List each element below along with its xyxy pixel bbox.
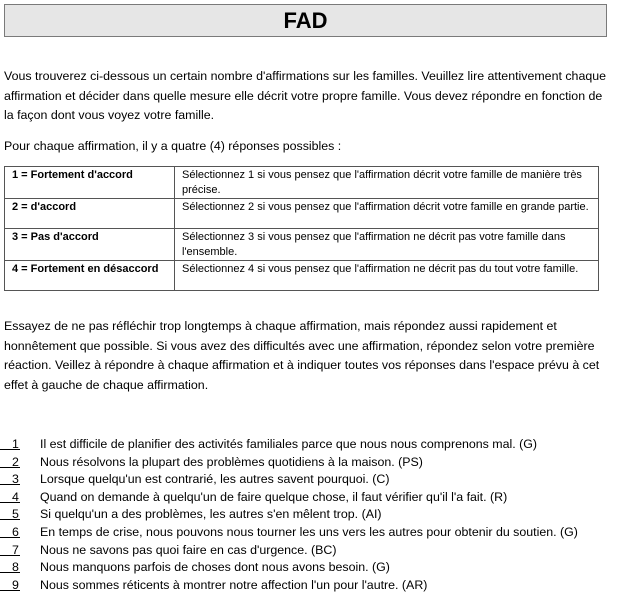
- form-title-bar: [4, 4, 607, 37]
- statement-text: Lorsque quelqu'un est contrarié, les autres savent pourquoi. (C): [40, 472, 390, 487]
- statement-item: [0, 436, 617, 454]
- statement-item: [0, 577, 617, 595]
- statement-item: [0, 471, 617, 489]
- statement-item: [0, 559, 617, 577]
- statement-number: 3: [12, 472, 19, 487]
- scale-row: [5, 261, 599, 291]
- statement-number: 2: [12, 454, 19, 469]
- scale-row: [5, 229, 599, 261]
- statement-text: Nous manquons parfois de choses dont nous avons besoin. (G): [40, 560, 390, 575]
- response-scale-table: [4, 166, 599, 291]
- statement-text: Nous résolvons la plupart des problèmes quotidiens à la maison. (PS): [40, 454, 423, 469]
- instructions-paragraph: Essayez de ne pas réfléchir trop longtemps à chaque affirmation, mais répondez aussi rapidement et honnêtement que possible. Si vous avez des difficultés avec une affirmation, répondez selon votre première réaction. Veillez à répondre à chaque affirmation et à indiquer toutes vos réponses dans l'espace prévu à cet effet à gauche de chaque affirmation.: [4, 319, 600, 392]
- statement-number: 6: [12, 524, 19, 539]
- statement-item: [0, 524, 617, 542]
- statement-text: Quand on demande à quelqu'un de faire quelque chose, il faut vérifier qu'il l'a fait. (R): [40, 489, 508, 504]
- statement-item: [0, 542, 617, 560]
- statement-item: [0, 489, 617, 507]
- intro-paragraph: Vous trouverez ci-dessous un certain nombre d'affirmations sur les familles. Veuillez lire attentivement chaque affirmation et décider dans quelle mesure elle décrit votre propre famille. Vous devez répondre en fonction de la façon dont vous voyez votre famille.: [4, 69, 607, 122]
- statement-number: 7: [12, 542, 19, 557]
- statement-number: 8: [12, 560, 19, 575]
- statement-number: 5: [12, 507, 19, 522]
- statement-item: [0, 506, 617, 524]
- statement-item: [0, 454, 617, 472]
- statement-text: Nous sommes réticents à montrer notre affection l'un pour l'autre. (AR): [40, 577, 428, 592]
- scale-row: [5, 199, 599, 229]
- scale-label: 2 = d'accord: [5, 199, 175, 229]
- scale-label: 4 = Fortement en désaccord: [5, 261, 175, 291]
- statement-number: 1: [12, 437, 19, 451]
- scale-intro: Pour chaque affirmation, il y a quatre (4) réponses possibles :: [4, 139, 342, 153]
- statement-number: 9: [12, 577, 19, 592]
- statement-text: En temps de crise, nous pouvons nous tourner les uns vers les autres pour obtenir du soutien. (G): [40, 524, 578, 539]
- statement-list: [0, 436, 617, 594]
- statement-text: Nous ne savons pas quoi faire en cas d'urgence. (BC): [40, 542, 337, 557]
- scale-label: 1 = Fortement d'accord: [5, 167, 175, 199]
- scale-description: Sélectionnez 2 si vous pensez que l'affirmation décrit votre famille en grande partie.: [175, 199, 599, 229]
- scale-description: Sélectionnez 4 si vous pensez que l'affirmation ne décrit pas du tout votre famille.: [175, 261, 599, 291]
- statement-text: Si quelqu'un a des problèmes, les autres s'en mêlent trop. (AI): [40, 507, 382, 522]
- scale-description: Sélectionnez 1 si vous pensez que l'affirmation décrit votre famille de manière très précise.: [175, 167, 599, 199]
- scale-description: Sélectionnez 3 si vous pensez que l'affirmation ne décrit pas votre famille dans l'ensemble.: [175, 229, 599, 261]
- statement-text: Il est difficile de planifier des activités familiales parce que nous nous comprenons mal. (G): [40, 437, 538, 451]
- form-title: FAD: [283, 7, 328, 33]
- statement-number: 4: [12, 489, 19, 504]
- scale-row: [5, 167, 599, 199]
- scale-label: 3 = Pas d'accord: [5, 229, 175, 261]
